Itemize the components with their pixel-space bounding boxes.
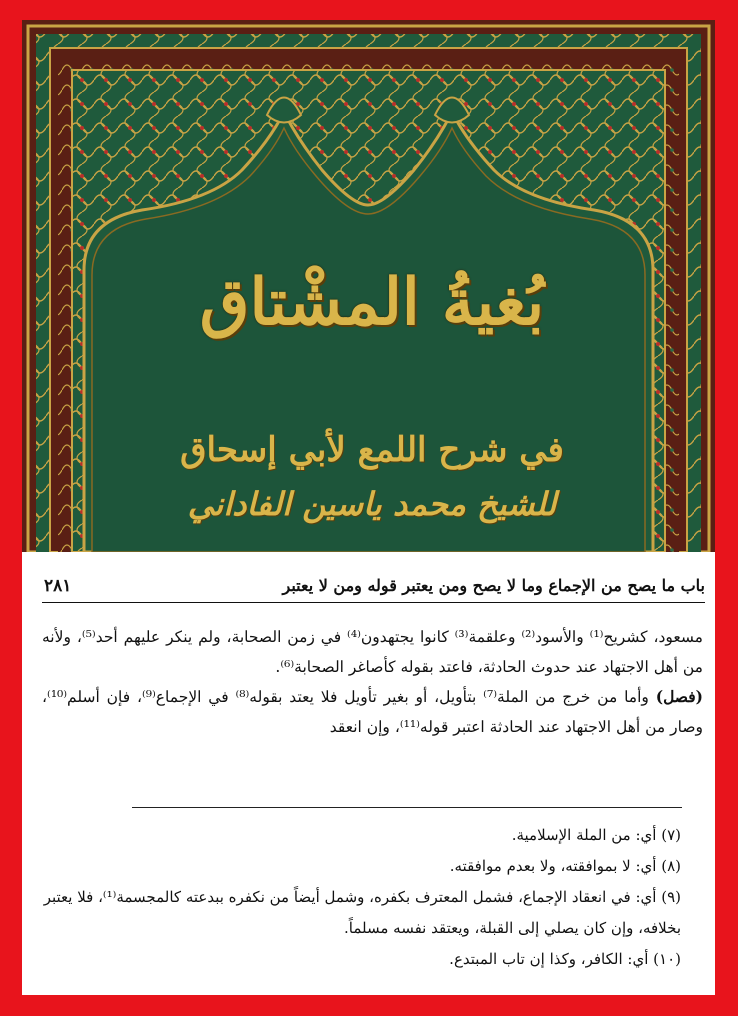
footnote: (٩) أي: في انعقاد الإجماع، فشمل المعترف بكفره، وشمل أيضاً من نكفره ببدعته كالمجسمة⁽¹⁾، فلا يعتبر بخلافه، وإن كان يصلي إلى القبلة، ويعتقد نفسه مسلماً. xyxy=(43,888,681,937)
footnote: (٨) أي: لا بموافقته، ولا بعدم موافقته. xyxy=(449,857,681,875)
section-marker: (فصل) xyxy=(655,687,703,706)
paragraph-text: مسعود، كشريح⁽¹⁾ والأسود⁽²⁾ وعلقمة⁽³⁾ كانوا يجتهدون⁽⁴⁾ في زمن الصحابة، ولم ينكر عليهم أحد⁽⁵⁾، ولأنه من أهل الاجتهاد عند حدوث الحادثة، فاعتد بقوله كأصاغر الصحابة⁽⁶⁾. xyxy=(42,628,703,676)
footnotes xyxy=(42,820,703,975)
main-text xyxy=(42,622,703,742)
footnote: (١٠) أي: الكافر، وكذا إن تاب المبتدع. xyxy=(449,950,681,968)
paragraph xyxy=(42,622,703,682)
footnote-separator xyxy=(132,807,682,808)
cover-subtitle: في شرح اللمع لأبي إسحاق xyxy=(180,430,564,470)
book-page xyxy=(22,552,715,995)
paragraph xyxy=(42,682,703,742)
chapter-title: باب ما يصح من الإجماع وما لا يصح ومن يعتبر قوله ومن لا يعتبر xyxy=(282,576,705,595)
cover-title: بُغيةُ المشْتاق xyxy=(199,265,545,340)
page-number: ٢٨١ xyxy=(44,576,72,596)
book-cover xyxy=(22,20,715,552)
page-header xyxy=(42,574,705,603)
footnote: (٧) أي: من الملة الإسلامية. xyxy=(511,826,681,844)
paragraph-text: وأما من خرج من الملة⁽⁷⁾ بتأويل، أو بغير تأويل فلا يعتد بقوله⁽⁸⁾ في الإجماع⁽⁹⁾، فإن أسلم⁽¹⁰⁾، وصار من أهل الاجتهاد عند الحادثة اعتبر قوله⁽¹¹⁾، وإن انعقد xyxy=(42,688,703,736)
cover-author: للشيخ محمد ياسين الفاداني xyxy=(187,485,557,523)
